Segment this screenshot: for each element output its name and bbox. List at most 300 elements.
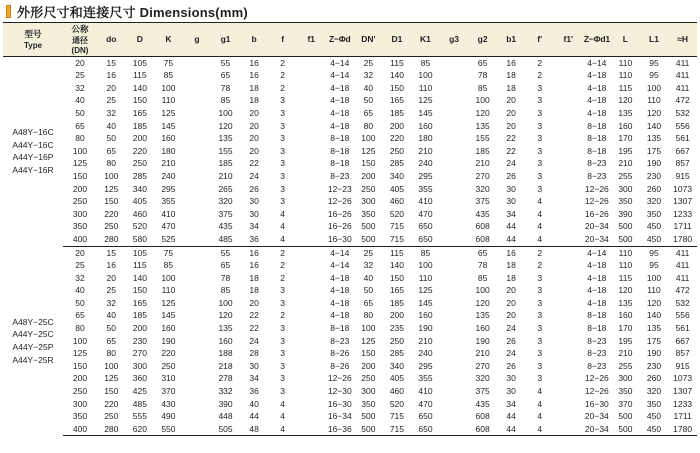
- table-cell: 150: [389, 82, 404, 93]
- table-cell: 3: [537, 95, 543, 106]
- table-cell: 4−18: [587, 107, 607, 118]
- table-cell: 110: [618, 70, 633, 81]
- table-cell: [297, 107, 326, 120]
- table-cell: 160: [218, 335, 233, 346]
- table-cell: 915: [675, 170, 690, 181]
- table-cell: 100: [72, 145, 88, 156]
- table-cell: 16−30: [584, 398, 609, 409]
- table-cell: 80: [106, 158, 117, 169]
- table-cell: 18: [506, 82, 516, 93]
- table-cell: 50: [106, 323, 117, 334]
- table-cell: 185: [475, 145, 490, 156]
- table-cell: 16: [506, 57, 516, 68]
- table-cell: 650: [411, 233, 440, 246]
- table-cell: 3: [280, 323, 286, 334]
- table-cell: [554, 82, 583, 95]
- table-cell: 500: [361, 411, 376, 422]
- table-cell: 65: [220, 70, 231, 81]
- table-cell: 155: [475, 133, 490, 144]
- table-cell: [440, 259, 469, 272]
- table-cell: [297, 410, 326, 423]
- table-cell: 20: [249, 133, 259, 144]
- table-cell: 20: [106, 272, 117, 283]
- type-label: A44Y−25R: [12, 354, 54, 365]
- table-cell: 430: [161, 398, 176, 409]
- table-row: [3, 322, 697, 335]
- table-cell: 85: [420, 247, 431, 258]
- table-cell: 667: [675, 335, 690, 346]
- table-cell: 20−34: [583, 423, 612, 436]
- table-cell: 24: [506, 323, 516, 334]
- table-row: [3, 145, 697, 158]
- table-cell: 180: [161, 145, 176, 156]
- table-cell: 250: [361, 373, 376, 384]
- table-cell: 350: [72, 221, 88, 232]
- table-cell: 355: [418, 183, 433, 194]
- table-cell: 295: [161, 183, 176, 194]
- table-cell: 320: [218, 196, 233, 207]
- table-cell: 190: [475, 335, 490, 346]
- table-cell: 20−34: [583, 233, 612, 246]
- column-header-f: f: [268, 23, 297, 57]
- table-cell: 250: [104, 221, 119, 232]
- table-cell: [554, 347, 583, 360]
- table-cell: 165: [389, 95, 404, 106]
- table-cell: 470: [418, 398, 433, 409]
- type-cell: [3, 246, 63, 436]
- table-cell: 350: [361, 208, 376, 219]
- table-row: [3, 170, 697, 183]
- table-cell: 285: [389, 348, 404, 359]
- column-header-d: D: [126, 23, 155, 57]
- table-cell: 3: [280, 95, 286, 106]
- table-cell: 411: [675, 70, 690, 81]
- table-cell: 280: [97, 233, 126, 246]
- table-cell: 150: [72, 360, 88, 371]
- table-cell: [440, 360, 469, 373]
- table-cell: 16: [249, 247, 259, 258]
- table-cell: [554, 335, 583, 348]
- table-row: [3, 259, 697, 272]
- table-cell: 230: [646, 170, 662, 181]
- table-cell: 200: [132, 323, 147, 334]
- table-cell: 3: [537, 133, 543, 144]
- table-cell: 30: [249, 360, 259, 371]
- table-cell: 25: [75, 260, 85, 271]
- table-cell: 140: [646, 120, 662, 131]
- table-cell: 190: [646, 348, 662, 359]
- table-cell: 16: [106, 260, 117, 271]
- table-cell: 4−18: [587, 260, 607, 271]
- table-cell: 185: [132, 120, 147, 131]
- column-header-dn-prime: DN': [354, 23, 383, 57]
- table-row: [3, 107, 697, 120]
- table-cell: 85: [477, 272, 488, 283]
- table-cell: 300: [618, 373, 633, 384]
- table-cell: [183, 347, 212, 360]
- table-cell: 411: [675, 272, 690, 283]
- table-cell: [183, 220, 212, 233]
- table-cell: 3: [280, 297, 286, 308]
- table-row: [3, 208, 697, 221]
- table-cell: 15: [106, 247, 117, 258]
- table-cell: [183, 309, 212, 322]
- table-cell: 350: [361, 398, 376, 409]
- table-cell: [440, 410, 469, 423]
- table-cell: 85: [420, 57, 431, 68]
- table-cell: 300: [72, 208, 88, 219]
- table-cell: 411: [675, 82, 690, 93]
- table-cell: 65: [106, 145, 117, 156]
- table-cell: [554, 284, 583, 297]
- table-cell: 110: [161, 285, 176, 296]
- table-cell: 18: [249, 82, 259, 93]
- table-cell: 100: [218, 107, 233, 118]
- table-cell: 36: [240, 233, 269, 246]
- table-cell: 24: [506, 348, 516, 359]
- table-row: [3, 195, 697, 208]
- table-body: [3, 56, 697, 436]
- table-cell: 3: [537, 323, 543, 334]
- table-cell: 3: [280, 360, 286, 371]
- table-cell: [183, 322, 212, 335]
- table-cell: 75: [163, 247, 174, 258]
- table-header-row: [3, 23, 697, 57]
- table-cell: 3: [537, 297, 543, 308]
- table-cell: 450: [640, 423, 669, 436]
- table-row: [3, 284, 697, 297]
- column-header-dn-line3: (DN): [71, 45, 89, 55]
- table-cell: 20: [249, 107, 259, 118]
- table-cell: 100: [361, 323, 376, 334]
- table-cell: 8−18: [587, 145, 607, 156]
- column-header-z-phi-d1: Z−Φd1: [583, 23, 612, 57]
- table-cell: 16: [249, 260, 259, 271]
- table-cell: [554, 107, 583, 120]
- table-cell: 34: [506, 208, 516, 219]
- table-cell: 355: [418, 373, 433, 384]
- table-cell: 375: [475, 386, 490, 397]
- table-cell: 1233: [673, 208, 693, 219]
- table-cell: [554, 183, 583, 196]
- table-cell: 8−23: [587, 348, 607, 359]
- table-cell: 95: [649, 247, 659, 258]
- table-cell: 8−23: [587, 158, 607, 169]
- table-cell: [440, 335, 469, 348]
- table-cell: 411: [675, 57, 690, 68]
- table-cell: [440, 120, 469, 133]
- table-cell: 485: [211, 233, 240, 246]
- table-cell: [440, 347, 469, 360]
- table-cell: 115: [618, 272, 633, 283]
- table-cell: 435: [475, 208, 490, 219]
- table-cell: 32: [106, 107, 117, 118]
- table-cell: 200: [132, 133, 147, 144]
- table-row: [3, 183, 697, 196]
- table-cell: 145: [161, 310, 176, 321]
- table-cell: 2: [280, 272, 286, 283]
- table-cell: 125: [161, 297, 176, 308]
- table-cell: 295: [418, 170, 433, 181]
- table-cell: 115: [133, 70, 147, 81]
- table-cell: 255: [618, 170, 633, 181]
- table-cell: 26: [506, 335, 516, 346]
- table-cell: 190: [418, 323, 433, 334]
- table-cell: 300: [132, 360, 147, 371]
- table-cell: 608: [475, 411, 490, 422]
- table-cell: 350: [646, 398, 662, 409]
- table-cell: 110: [418, 82, 433, 93]
- table-cell: 4: [280, 221, 286, 232]
- table-cell: 285: [389, 158, 404, 169]
- table-cell: 4−14: [330, 57, 350, 68]
- table-cell: 105: [132, 247, 147, 258]
- table-cell: 4: [525, 233, 554, 246]
- table-cell: 20: [506, 120, 516, 131]
- table-cell: 125: [161, 107, 176, 118]
- table-cell: 135: [475, 120, 490, 131]
- table-cell: 34: [249, 221, 259, 232]
- table-cell: 3: [280, 373, 286, 384]
- table-cell: 460: [389, 386, 404, 397]
- table-cell: 20: [75, 57, 85, 68]
- table-cell: 145: [161, 120, 176, 131]
- table-cell: 22: [506, 133, 516, 144]
- table-cell: 250: [72, 386, 88, 397]
- table-cell: 16: [506, 247, 516, 258]
- table-cell: 620: [126, 423, 155, 436]
- table-cell: [554, 69, 583, 82]
- table-cell: 12−26: [584, 183, 609, 194]
- table-cell: 12−26: [327, 373, 352, 384]
- section-title: [0, 0, 700, 22]
- table-cell: 3: [537, 82, 543, 93]
- table-cell: [297, 69, 326, 82]
- table-cell: 18: [249, 272, 259, 283]
- table-cell: [297, 297, 326, 310]
- table-cell: 175: [646, 145, 662, 156]
- table-cell: 100: [475, 285, 490, 296]
- table-cell: 500: [618, 221, 633, 232]
- table-cell: [297, 82, 326, 95]
- column-header-g2: g2: [468, 23, 497, 57]
- table-cell: 145: [418, 107, 433, 118]
- table-cell: 18: [506, 260, 516, 271]
- table-cell: 95: [649, 70, 659, 81]
- table-cell: 135: [618, 107, 633, 118]
- table-cell: [554, 170, 583, 183]
- table-cell: 22: [249, 323, 259, 334]
- table-cell: 3: [537, 170, 543, 181]
- table-cell: 185: [132, 310, 147, 321]
- table-cell: 150: [361, 348, 376, 359]
- table-cell: [297, 372, 326, 385]
- table-cell: 36: [249, 386, 259, 397]
- table-cell: 12−23: [327, 183, 352, 194]
- table-cell: 608: [468, 233, 497, 246]
- table-cell: 550: [154, 423, 183, 436]
- title-marker-icon: [6, 5, 11, 18]
- table-cell: [183, 233, 212, 246]
- table-cell: 25: [363, 247, 374, 258]
- table-row: [3, 233, 697, 246]
- table-cell: 4: [268, 423, 297, 436]
- table-cell: 532: [675, 297, 690, 308]
- table-cell: 200: [389, 120, 404, 131]
- table-cell: 16−30: [327, 398, 352, 409]
- table-cell: 375: [218, 208, 233, 219]
- table-cell: 140: [389, 70, 404, 81]
- table-cell: 8−26: [330, 348, 350, 359]
- table-cell: 120: [646, 297, 662, 308]
- table-cell: 240: [161, 170, 176, 181]
- table-cell: 270: [132, 348, 147, 359]
- table-cell: 3: [280, 145, 286, 156]
- table-cell: 2: [537, 260, 543, 271]
- table-cell: [554, 259, 583, 272]
- table-cell: 12−26: [584, 196, 609, 207]
- table-cell: [440, 233, 469, 246]
- table-cell: 125: [418, 285, 433, 296]
- table-cell: 85: [163, 70, 174, 81]
- table-cell: 210: [618, 348, 633, 359]
- table-cell: 20: [506, 107, 516, 118]
- table-cell: [183, 297, 212, 310]
- table-cell: [554, 246, 583, 259]
- column-header-f1-prime: f1': [554, 23, 583, 57]
- table-cell: 22: [506, 145, 516, 156]
- table-cell: 4−18: [587, 285, 607, 296]
- table-cell: 125: [418, 95, 433, 106]
- table-cell: [183, 145, 212, 158]
- table-cell: 65: [477, 247, 488, 258]
- table-cell: [554, 410, 583, 423]
- table-cell: 3: [280, 335, 286, 346]
- table-cell: 355: [161, 196, 176, 207]
- table-cell: 235: [389, 323, 404, 334]
- table-cell: 1073: [673, 183, 693, 194]
- table-cell: 110: [161, 95, 176, 106]
- type-label: A48Y−25C: [12, 316, 54, 327]
- table-cell: 135: [646, 133, 662, 144]
- table-cell: 608: [475, 221, 490, 232]
- table-cell: [297, 56, 326, 69]
- table-row: [3, 246, 697, 259]
- table-cell: 44: [497, 423, 526, 436]
- table-cell: [183, 423, 212, 436]
- table-cell: 370: [618, 398, 633, 409]
- table-cell: 650: [411, 423, 440, 436]
- table-row: [3, 69, 697, 82]
- table-cell: 260: [646, 183, 662, 194]
- table-cell: 250: [161, 360, 176, 371]
- table-cell: 150: [132, 95, 147, 106]
- column-header-type: [3, 23, 63, 57]
- table-cell: 16: [249, 57, 259, 68]
- table-cell: 250: [132, 158, 147, 169]
- table-cell: 30: [506, 183, 516, 194]
- table-cell: 115: [618, 82, 633, 93]
- table-cell: 115: [390, 247, 404, 258]
- table-cell: 300: [361, 386, 376, 397]
- table-cell: 8−18: [330, 145, 350, 156]
- table-cell: [183, 94, 212, 107]
- table-cell: 85: [477, 82, 488, 93]
- table-cell: 16−36: [326, 423, 355, 436]
- type-label: A44Y−16C: [12, 139, 54, 150]
- table-cell: [183, 69, 212, 82]
- table-cell: 100: [475, 95, 490, 106]
- table-cell: 55: [220, 247, 231, 258]
- table-cell: 195: [618, 335, 633, 346]
- table-cell: 340: [132, 183, 147, 194]
- table-cell: 532: [675, 107, 690, 118]
- table-row: [3, 423, 697, 436]
- table-cell: [183, 82, 212, 95]
- table-cell: [554, 360, 583, 373]
- table-cell: 20: [249, 297, 259, 308]
- table-cell: 80: [75, 133, 85, 144]
- table-cell: [440, 82, 469, 95]
- table-cell: 270: [475, 170, 490, 181]
- table-cell: 3: [537, 272, 543, 283]
- table-cell: 34: [506, 398, 516, 409]
- table-cell: 40: [75, 95, 85, 106]
- table-cell: [554, 322, 583, 335]
- table-cell: 230: [132, 335, 147, 346]
- table-cell: 120: [475, 107, 490, 118]
- table-cell: 500: [611, 233, 640, 246]
- table-cell: 8−23: [587, 170, 607, 181]
- table-cell: [554, 157, 583, 170]
- table-cell: 95: [649, 57, 659, 68]
- table-cell: 210: [618, 158, 633, 169]
- table-cell: [440, 372, 469, 385]
- table-row: [3, 297, 697, 310]
- table-cell: 4−18: [330, 95, 350, 106]
- table-cell: 561: [675, 323, 690, 334]
- table-cell: 80: [106, 348, 117, 359]
- table-cell: 165: [132, 297, 147, 308]
- table-cell: [440, 272, 469, 285]
- table-cell: 150: [72, 170, 88, 181]
- table-cell: [297, 246, 326, 259]
- table-cell: 1307: [673, 196, 693, 207]
- table-cell: 135: [218, 323, 233, 334]
- table-cell: [554, 120, 583, 133]
- table-cell: [440, 322, 469, 335]
- table-cell: [554, 208, 583, 221]
- table-cell: 40: [75, 285, 85, 296]
- table-cell: 20−34: [584, 411, 609, 422]
- table-cell: 8−23: [587, 360, 607, 371]
- table-cell: 185: [389, 297, 404, 308]
- table-cell: 8−18: [587, 120, 607, 131]
- table-cell: 30: [506, 386, 516, 397]
- table-cell: 135: [646, 323, 662, 334]
- table-cell: 210: [475, 348, 490, 359]
- table-cell: 190: [161, 335, 176, 346]
- table-cell: [440, 385, 469, 398]
- column-header-g: g: [183, 23, 212, 57]
- table-cell: 135: [475, 310, 490, 321]
- table-cell: 4−18: [330, 120, 350, 131]
- table-cell: 65: [75, 310, 85, 321]
- table-cell: [554, 233, 583, 246]
- table-cell: 50: [75, 107, 85, 118]
- table-cell: 20: [506, 297, 516, 308]
- table-cell: 500: [354, 423, 383, 436]
